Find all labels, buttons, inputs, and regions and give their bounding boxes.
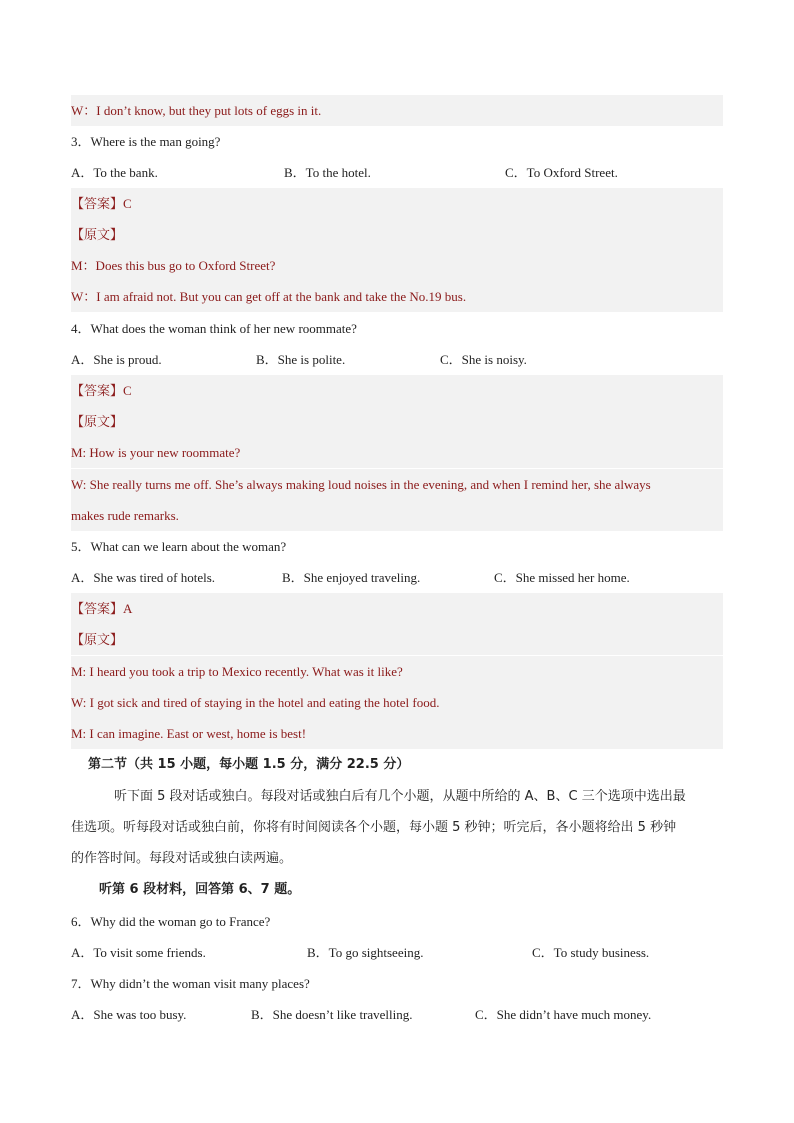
option-a: A．She is proud.: [71, 352, 162, 367]
option-b: B．To the hotel.: [284, 165, 371, 180]
option-b: B．To go sightseeing.: [307, 945, 424, 960]
option-c: C．She didn’t have much money.: [475, 1007, 652, 1022]
options-row-5: [71, 562, 723, 593]
option-b: B．She doesn’t like travelling.: [251, 1007, 413, 1022]
section-heading: 第二节（共 15 小题，每小题 1.5 分，满分 22.5 分）: [88, 757, 410, 772]
option-a: A．To visit some friends.: [71, 945, 206, 960]
instruction-line: 听下面 5 段对话或独白。每段对话或独白后有几个小题，从题中所给的 A、B、C 三个选项中选出最: [114, 789, 686, 804]
answer-label: 【答案】: [71, 196, 124, 211]
option-c: C．She missed her home.: [494, 570, 630, 585]
question-3: 3．Where is the man going?: [71, 134, 221, 149]
option-c: C．To study business.: [532, 945, 650, 960]
option-b: B．She is polite.: [256, 352, 346, 367]
instruction-line: 的作答时间。每段对话或独白读两遍。: [71, 851, 293, 866]
instruction-line: 佳选项。听每段对话或独白前，你将有时间阅读各个小题，每小题 5 秒钟；听完后，各小题将给出 5 秒钟: [71, 820, 677, 835]
transcript-line: M: How is your new roommate?: [71, 437, 723, 468]
transcript-line: W: I got sick and tired of staying in the hotel and eating the hotel food.: [71, 687, 723, 718]
option-a: A．To the bank.: [71, 165, 158, 180]
answer-3: [71, 188, 723, 219]
option-b: B．She enjoyed traveling.: [282, 570, 421, 585]
answer-value: C: [123, 196, 132, 211]
options-row-4: [71, 344, 723, 375]
option-c: C．She is noisy.: [440, 352, 527, 367]
material-heading: 听第 6 段材料，回答第 6、7 题。: [99, 882, 301, 897]
answer-4: [71, 375, 723, 406]
transcript-line: makes rude remarks.: [71, 500, 723, 531]
source-label-3: 【原文】: [71, 219, 723, 250]
answer-value: A: [123, 601, 133, 616]
answer-value: C: [123, 383, 132, 398]
question-5: 5．What can we learn about the woman?: [71, 539, 287, 554]
transcript-line: W：I am afraid not. But you can get off at the bank and take the No.19 bus.: [71, 281, 723, 312]
options-row-3: [71, 157, 723, 188]
question-4: 4．What does the woman think of her new roommate?: [71, 321, 357, 336]
transcript-line: W: She really turns me off. She’s always making loud noises in the evening, and when I remind her, she always: [71, 469, 723, 500]
options-row-6: [71, 937, 723, 968]
answer-5: [71, 593, 723, 624]
answer-label: 【答案】: [71, 383, 124, 398]
option-c: C．To Oxford Street.: [505, 165, 618, 180]
option-a: A．She was too busy.: [71, 1007, 187, 1022]
transcript-line: M: I heard you took a trip to Mexico recently. What was it like?: [71, 656, 723, 687]
transcript-line: W：I don’t know, but they put lots of eggs in it.: [71, 95, 723, 126]
answer-label: 【答案】: [71, 601, 124, 616]
option-a: A．She was tired of hotels.: [71, 570, 216, 585]
options-row-7: [71, 999, 723, 1030]
source-label-5: 【原文】: [71, 624, 723, 655]
question-7: 7．Why didn’t the woman visit many places?: [71, 976, 310, 991]
transcript-line: M: I can imagine. East or west, home is best!: [71, 718, 723, 749]
question-6: 6．Why did the woman go to France?: [71, 914, 271, 929]
transcript-line: M：Does this bus go to Oxford Street?: [71, 250, 723, 281]
source-label-4: 【原文】: [71, 406, 723, 437]
